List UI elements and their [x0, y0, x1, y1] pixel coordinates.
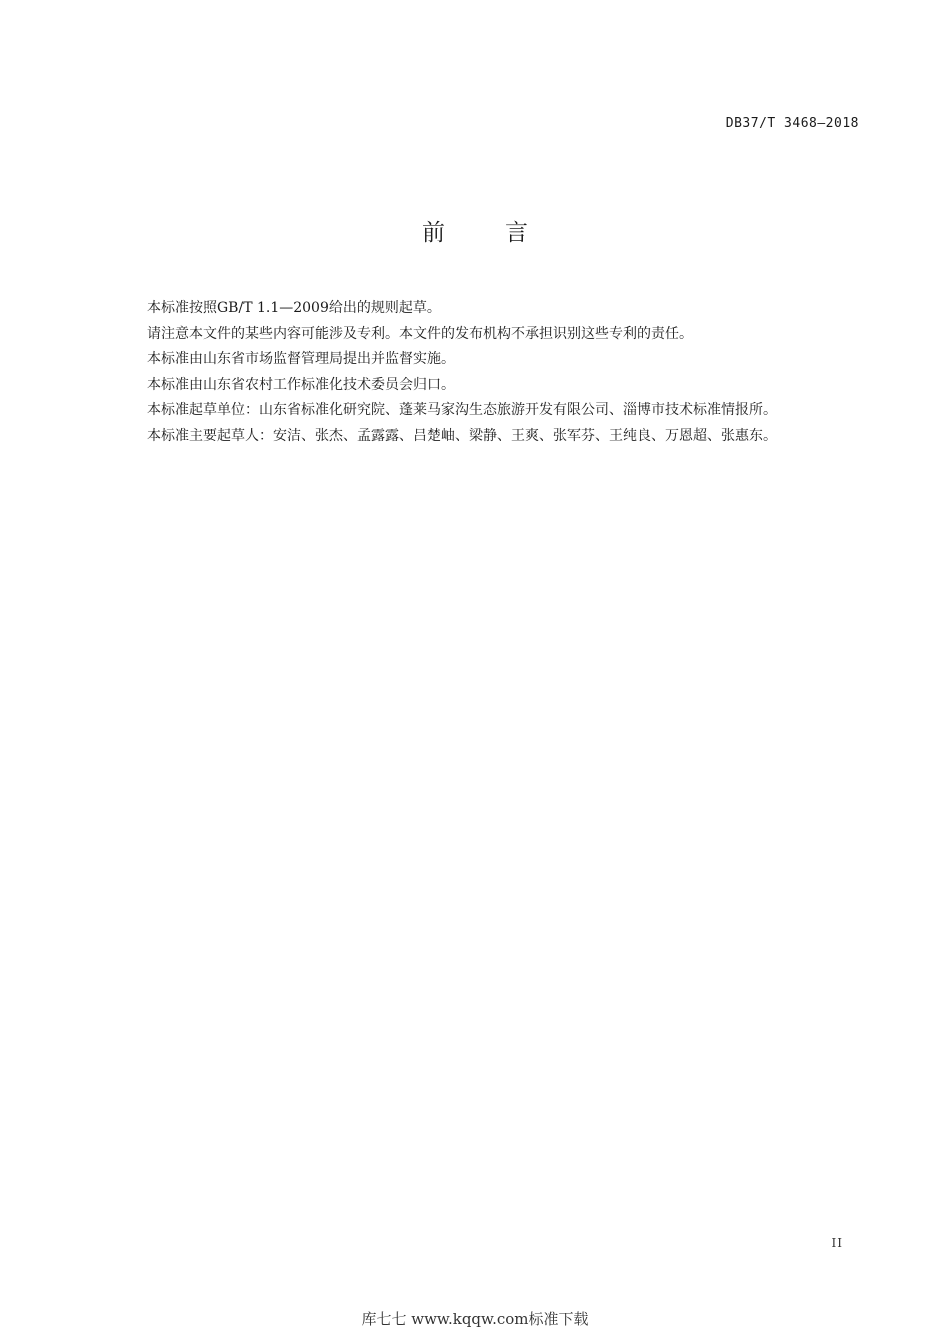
paragraph-patent-notice: 请注意本文件的某些内容可能涉及专利。本文件的发布机构不承担识别这些专利的责任。 — [147, 325, 693, 342]
paragraph-drafters: 本标准主要起草人：安洁、张杰、孟露露、吕楚岫、梁静、王爽、张军芬、王纯良、万恩超、张惠东。 — [147, 427, 777, 444]
page-number: II — [831, 1236, 843, 1250]
paragraph-proposer: 本标准由山东省市场监督管理局提出并监督实施。 — [147, 351, 455, 367]
paragraph-drafting-rules: 本标准按照GB/T 1.1—2009给出的规则起草。 — [147, 300, 441, 316]
paragraph-committee: 本标准由山东省农村工作标准化技术委员会归口。 — [147, 376, 455, 393]
foreword-body — [113, 296, 859, 449]
page-title: 前言 — [422, 220, 588, 246]
paragraph-drafting-units: 本标准起草单位：山东省标准化研究院、蓬莱马家沟生态旅游开发有限公司、淄博市技术标准情报所。 — [147, 402, 777, 418]
document-code: DB37/T 3468—2018 — [725, 116, 859, 131]
footer-watermark: 库七七 www.kqqw.com标准下载 — [361, 1310, 589, 1328]
